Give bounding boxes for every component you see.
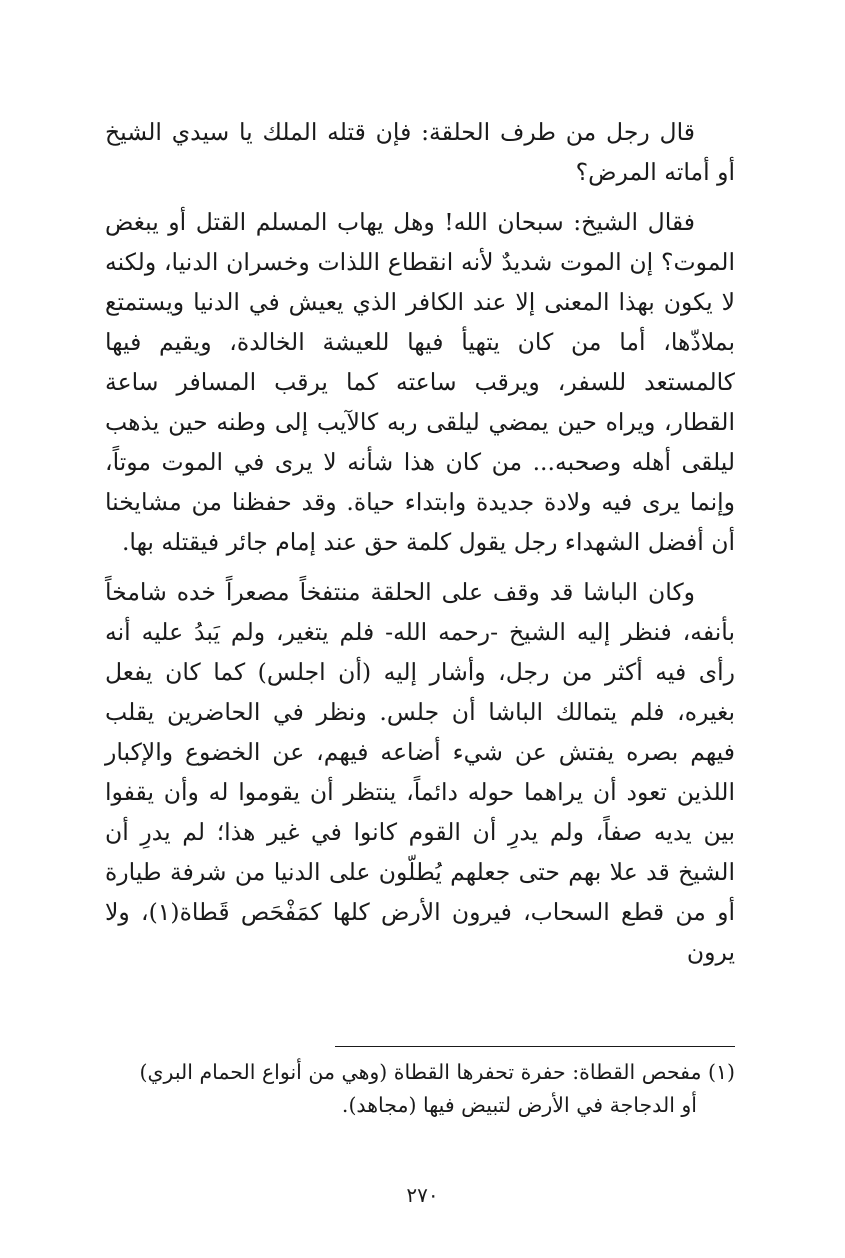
page-number: ٢٧٠	[406, 1183, 439, 1207]
footnote-separator	[335, 1046, 735, 1047]
footnote-1	[105, 1056, 735, 1122]
paragraph-3: وكان الباشا قد وقف على الحلقة منتفخاً مصعراً خده شامخاً بأنفه، فنظر إليه الشيخ -رحمه الله- فلم يتغير، ولم يَبدُ عليه أنه رأى فيه أكثر من رجل، وأشار إليه (أن اجلس) كما كان يفعل بغيره، فلم يتمالك الباشا أن جلس. ونظر في الحاضرين يقلب فيهم بصره يفتش عن شيء أضاعه فيهم، عن الخضوع والإكبار اللذين تعود أن يراهما حوله دائماً، ينتظر أن يقوموا له وأن يقفوا بين يديه صفاً، ولم يدرِ أن القوم كانوا في غير هذا؛ لم يدرِ أن الشيخ قد علا بهم حتى جعلهم يُطلّون على الدنيا من شرفة طيارة أو من قطع السحاب، فيرون الأرض كلها كمَفْحَص قَطاة(١)، ولا يرون	[105, 578, 736, 966]
footnote-1-line-2: أو الدجاجة في الأرض لتبيض فيها (مجاهد).	[341, 1093, 697, 1117]
page-body	[105, 112, 735, 972]
paragraph-1: قال رجل من طرف الحلقة: فإن قتله الملك يا سيدي الشيخ أو أماته المرض؟	[105, 118, 735, 186]
paragraph-2: فقال الشيخ: سبحان الله! وهل يهاب المسلم القتل أو يبغض الموت؟ إن الموت شديدٌ لأنه انقطاع اللذات وخسران الدنيا، ولكنه لا يكون بهذا المعنى إلا عند الكافر الذي يعيش في الدنيا ويستمتع بملاذّها، أما من كان يتهيأ فيها للعيشة الخالدة، ويقيم فيها كالمستعد للسفر، ويرقب ساعته كما يرقب المسافر ساعة القطار، ويراه حين يمضي ليلقى ربه كالآيب إلى وطنه حين يذهب ليلقى أهله وصحبه... من كان هذا شأنه لا يرى في الموت موتاً، وإنما يرى فيه ولادة جديدة وابتداء حياة. وقد حفظنا من مشايخنا أن أفضل الشهداء رجل يقول كلمة حق عند إمام جائر فيقتله بها.	[105, 208, 735, 556]
footnote-1-line-1: (١) مفحص القطاة: حفرة تحفرها القطاة (وهي من أنواع الحمام البري)	[139, 1060, 735, 1084]
footnotes	[105, 1056, 735, 1122]
